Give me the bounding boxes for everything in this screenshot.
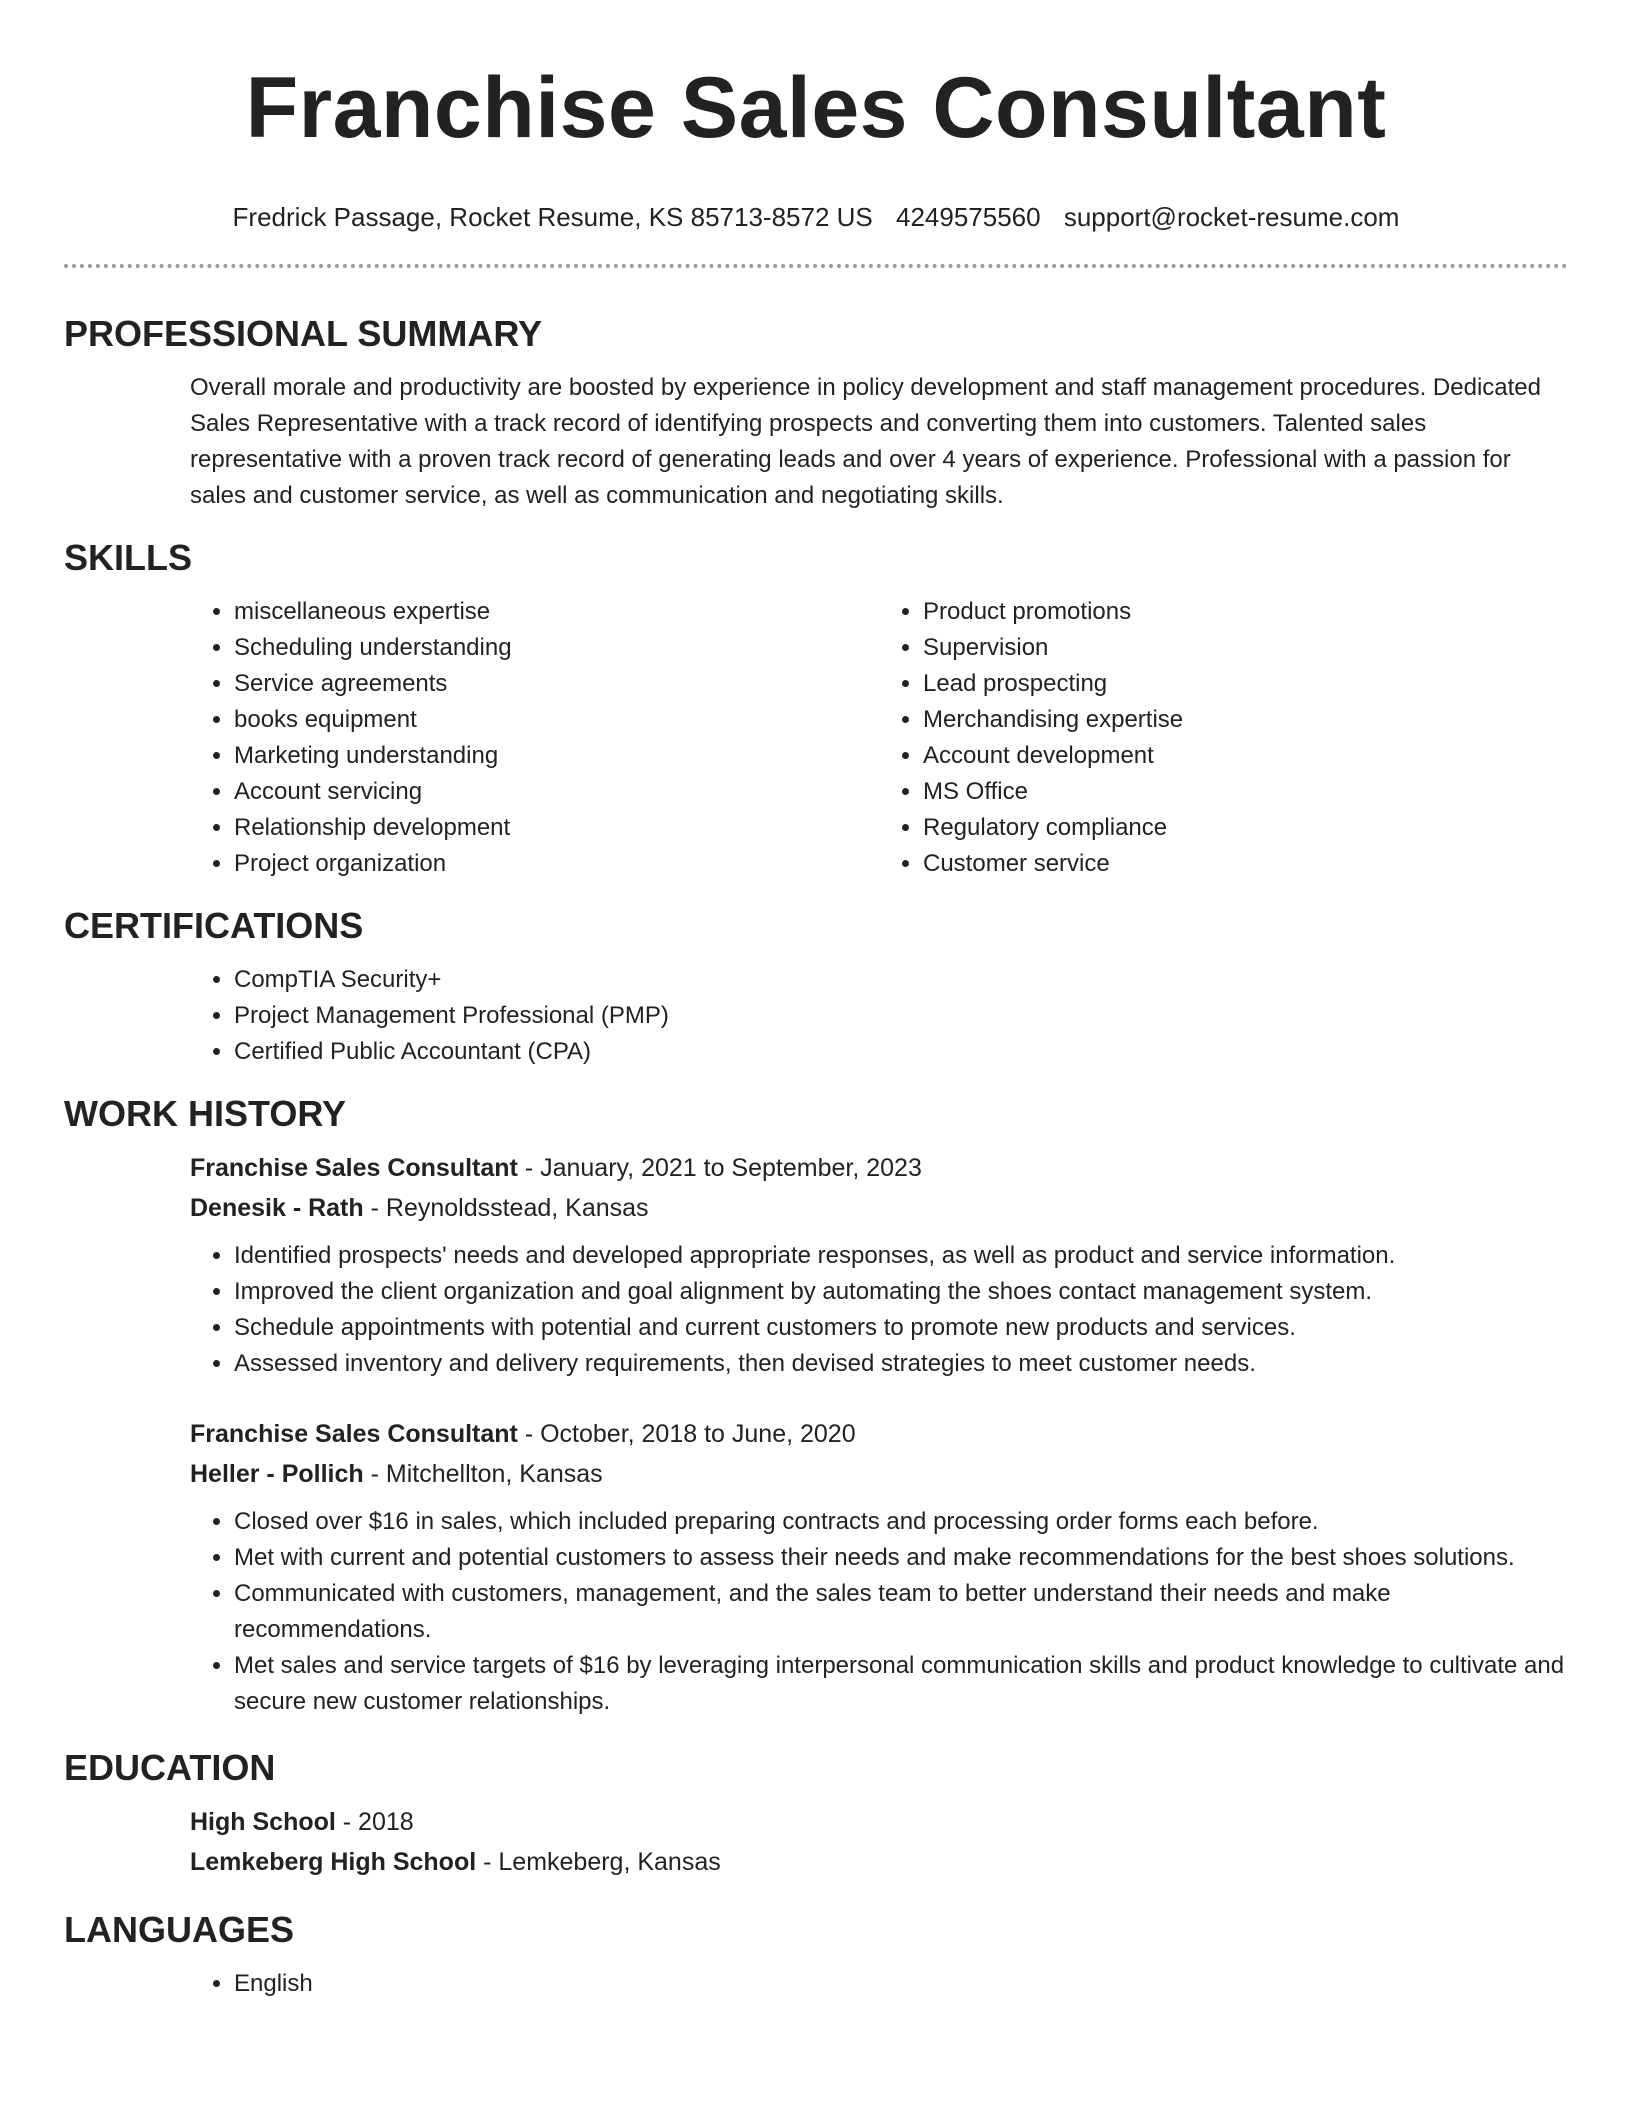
skills-title: SKILLS [64, 537, 193, 578]
education-school: Lemkeberg High School [190, 1848, 477, 1876]
summary-title: PROFESSIONAL SUMMARY [64, 313, 543, 354]
certification-item: • CompTIA Security+ [234, 962, 1568, 998]
languages-section [64, 1966, 1568, 2002]
certifications-list [190, 962, 1568, 1070]
job-entry [190, 1414, 1568, 1720]
skill-item: • miscellaneous expertise [234, 594, 879, 630]
skill-item: • Regulatory compliance [923, 810, 1568, 846]
header-divider [64, 264, 1568, 268]
skill-item: • Scheduling understanding [234, 630, 879, 666]
job-bullet-list [190, 1238, 1568, 1382]
contact-line [64, 200, 1568, 234]
certifications-title: CERTIFICATIONS [64, 905, 364, 946]
skill-item: • Customer service [923, 846, 1568, 882]
job-company: Denesik - Rath [190, 1194, 364, 1222]
job-bullet: • Closed over $16 in sales, which included preparing contracts and processing order forms each before. [234, 1504, 1568, 1540]
skill-item: • Product promotions [923, 594, 1568, 630]
skill-item: • books equipment [234, 702, 879, 738]
summary-text: Overall morale and productivity are boosted by experience in policy development and staff management procedures. Dedicated Sales Representative with a track record of identifying prospects and converting them into customers. Talented sales representative with a proven track record of generating leads and over 4 years of experience. Professional with a passion for sales and customer service, as well as communication and negotiating skills. [190, 374, 1541, 509]
job-role: Franchise Sales Consultant [190, 1420, 518, 1448]
work-history-section [64, 1148, 1568, 1720]
education-degree: High School [190, 1808, 336, 1836]
skills-list-left [190, 594, 879, 882]
skills-section [64, 594, 1568, 882]
education-school-line [190, 1842, 1568, 1882]
job-bullet: • Communicated with customers, management, and the sales team to better understand their needs and make recommendations. [234, 1576, 1568, 1648]
contact-address: Fredrick Passage, Rocket Resume, KS 85713-8572 US [232, 202, 873, 232]
job-title-line [190, 1414, 1568, 1454]
education-year: - 2018 [335, 1808, 414, 1836]
job-bullet: • Assessed inventory and delivery requirements, then devised strategies to meet customer needs. [234, 1346, 1568, 1382]
summary-section [64, 370, 1568, 514]
job-location: - Reynoldsstead, Kansas [363, 1194, 649, 1222]
education-location: - Lemkeberg, Kansas [476, 1848, 721, 1876]
job-bullet: • Schedule appointments with potential and current customers to promote new products and services. [234, 1310, 1568, 1346]
education-title: EDUCATION [64, 1747, 276, 1788]
skill-item: • Account development [923, 738, 1568, 774]
skill-item: • Supervision [923, 630, 1568, 666]
job-bullet-list [190, 1504, 1568, 1720]
job-company-line [190, 1454, 1568, 1494]
language-item: • English [234, 1966, 1568, 2002]
skill-item: • Lead prospecting [923, 666, 1568, 702]
job-bullet: • Improved the client organization and goal alignment by automating the shoes contact management system. [234, 1274, 1568, 1310]
job-location: - Mitchellton, Kansas [363, 1460, 603, 1488]
certification-item: • Project Management Professional (PMP) [234, 998, 1568, 1034]
job-dates: - January, 2021 to September, 2023 [517, 1154, 922, 1182]
languages-list [190, 1966, 1568, 2002]
contact-email: support@rocket-resume.com [1063, 202, 1400, 232]
work-history-title: WORK HISTORY [64, 1093, 347, 1134]
education-degree-line [190, 1802, 1568, 1842]
job-company: Heller - Pollich [190, 1460, 364, 1488]
skill-item: • Service agreements [234, 666, 879, 702]
education-section [64, 1802, 1568, 1882]
skill-item: • MS Office [923, 774, 1568, 810]
job-bullet: • Identified prospects' needs and developed appropriate responses, as well as product and service information. [234, 1238, 1568, 1274]
skill-item: • Relationship development [234, 810, 879, 846]
job-entry [190, 1148, 1568, 1382]
job-role: Franchise Sales Consultant [190, 1154, 518, 1182]
skill-item: • Marketing understanding [234, 738, 879, 774]
skills-grid [190, 594, 1568, 882]
skill-item: • Project organization [234, 846, 879, 882]
certifications-section [64, 962, 1568, 1070]
skill-item: • Account servicing [234, 774, 879, 810]
job-title-line [190, 1148, 1568, 1188]
languages-title: LANGUAGES [64, 1909, 295, 1950]
skills-list-right [879, 594, 1568, 882]
skill-item: • Merchandising expertise [923, 702, 1568, 738]
job-bullet: • Met with current and potential customers to assess their needs and make recommendations for the best shoes solutions. [234, 1540, 1568, 1576]
job-bullet: • Met sales and service targets of $16 by leveraging interpersonal communication skills and product knowledge to cultivate and secure new customer relationships. [234, 1648, 1568, 1720]
job-dates: - October, 2018 to June, 2020 [517, 1420, 856, 1448]
certification-item: • Certified Public Accountant (CPA) [234, 1034, 1568, 1070]
resume-name: Franchise Sales Consultant [245, 60, 1387, 156]
contact-phone: 4249575560 [895, 202, 1041, 232]
job-company-line [190, 1188, 1568, 1228]
